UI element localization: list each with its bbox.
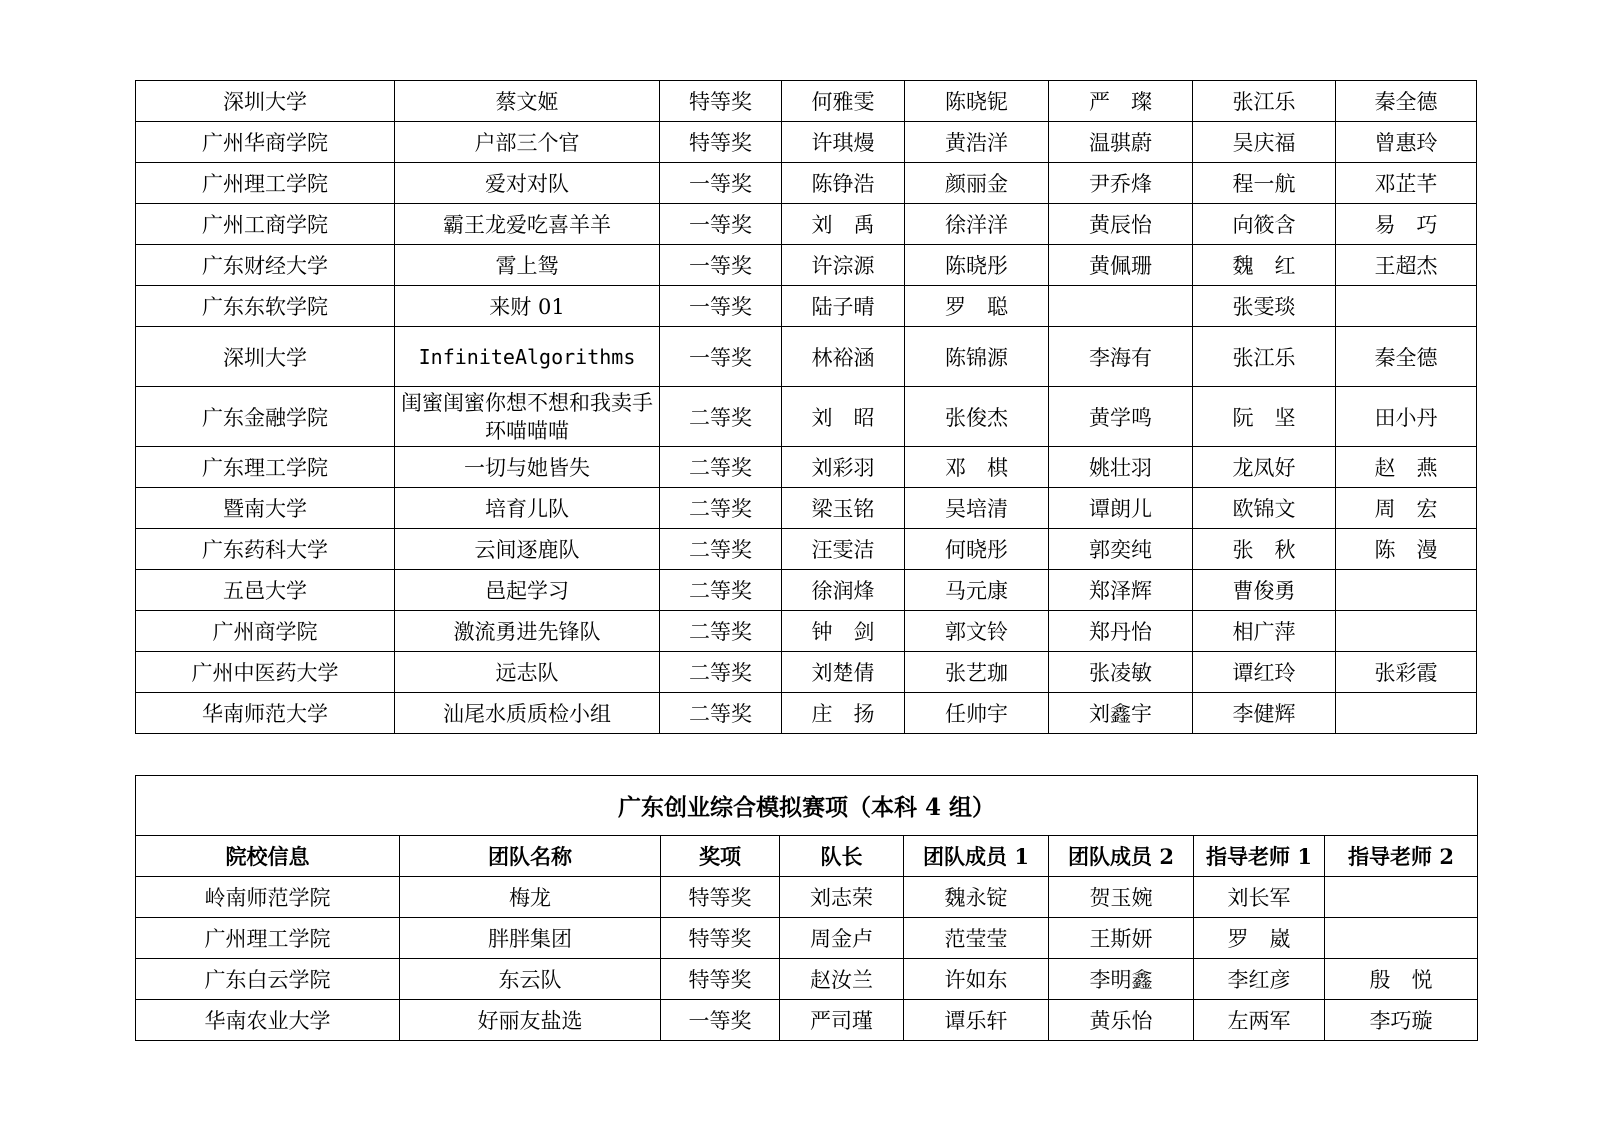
cell-advisor-2: 邓芷芊: [1336, 163, 1477, 204]
cell-member-1: 何晓彤: [905, 529, 1049, 570]
header-advisor-1: 指导老师 1: [1194, 836, 1325, 877]
cell-member-1: 陈晓彤: [905, 245, 1049, 286]
cell-member-1: 黄浩洋: [905, 122, 1049, 163]
table-row: [136, 877, 1478, 918]
cell-captain: 刘楚倩: [782, 652, 905, 693]
cell-member-1: 范莹莹: [904, 918, 1049, 959]
cell-member-1: 徐洋洋: [905, 204, 1049, 245]
cell-advisor-2: 李巧璇: [1325, 1000, 1478, 1041]
cell-captain: 陆子晴: [782, 286, 905, 327]
cell-member-1: 许如东: [904, 959, 1049, 1000]
cell-advisor-1: 曹俊勇: [1193, 570, 1336, 611]
cell-award: 二等奖: [660, 529, 782, 570]
cell-team-name: 云间逐鹿队: [395, 529, 660, 570]
header-team-name: 团队名称: [400, 836, 661, 877]
cell-school: 广州理工学院: [136, 918, 400, 959]
cell-school: 广州商学院: [136, 611, 395, 652]
cell-advisor-2: 张彩霞: [1336, 652, 1477, 693]
cell-member-2: 李明鑫: [1049, 959, 1194, 1000]
cell-captain: 刘 禹: [782, 204, 905, 245]
cell-advisor-2: 易 巧: [1336, 204, 1477, 245]
cell-member-2: 郑泽辉: [1049, 570, 1193, 611]
cell-captain: 徐润烽: [782, 570, 905, 611]
cell-award: 特等奖: [660, 81, 782, 122]
cell-school: 华南农业大学: [136, 1000, 400, 1041]
cell-school: 华南师范大学: [136, 693, 395, 734]
cell-captain: 刘志荣: [780, 877, 904, 918]
cell-school: 广东药科大学: [136, 529, 395, 570]
cell-advisor-1: 谭红玲: [1193, 652, 1336, 693]
cell-advisor-2: 殷 悦: [1325, 959, 1478, 1000]
table-row: [136, 570, 1477, 611]
cell-advisor-2: 王超杰: [1336, 245, 1477, 286]
table-row: [136, 81, 1477, 122]
cell-team-name: 爱对对队: [395, 163, 660, 204]
cell-award: 一等奖: [660, 286, 782, 327]
cell-member-1: 罗 聪: [905, 286, 1049, 327]
cell-advisor-1: 欧锦文: [1193, 488, 1336, 529]
cell-member-1: 邓 棋: [905, 447, 1049, 488]
cell-member-2: 姚壮羽: [1049, 447, 1193, 488]
header-member-1: 团队成员 1: [904, 836, 1049, 877]
header-school: 院校信息: [136, 836, 400, 877]
cell-captain: 何雅雯: [782, 81, 905, 122]
startup-simulation-awards-table: [135, 775, 1478, 1041]
cell-advisor-1: 罗 崴: [1194, 918, 1325, 959]
cell-captain: 钟 剑: [782, 611, 905, 652]
cell-school: 暨南大学: [136, 488, 395, 529]
cell-advisor-1: 张 秋: [1193, 529, 1336, 570]
cell-advisor-2: 曾惠玲: [1336, 122, 1477, 163]
table-row: [136, 652, 1477, 693]
cell-school: 广东白云学院: [136, 959, 400, 1000]
cell-team-name: 来财 01: [395, 286, 660, 327]
table-row: [136, 529, 1477, 570]
cell-captain: 梁玉铭: [782, 488, 905, 529]
cell-member-2: 尹乔烽: [1049, 163, 1193, 204]
cell-team-name: 胖胖集团: [400, 918, 661, 959]
cell-team-name: InfiniteAlgorithms: [395, 327, 660, 387]
cell-school: 广州中医药大学: [136, 652, 395, 693]
cell-member-2: 李海有: [1049, 327, 1193, 387]
cell-advisor-1: 龙凤好: [1193, 447, 1336, 488]
cell-school: 广州华商学院: [136, 122, 395, 163]
cell-member-1: 魏永锭: [904, 877, 1049, 918]
cell-school: 岭南师范学院: [136, 877, 400, 918]
table-row: [136, 122, 1477, 163]
cell-advisor-2: [1336, 611, 1477, 652]
table-title-row: [136, 776, 1478, 836]
cell-advisor-2: [1325, 877, 1478, 918]
cell-member-1: 陈晓铌: [905, 81, 1049, 122]
cell-member-1: 陈锦源: [905, 327, 1049, 387]
cell-member-2: [1049, 286, 1193, 327]
cell-advisor-2: [1336, 693, 1477, 734]
cell-team-name: 培育儿队: [395, 488, 660, 529]
cell-award: 二等奖: [660, 387, 782, 447]
cell-school: 广东金融学院: [136, 387, 395, 447]
cell-school: 五邑大学: [136, 570, 395, 611]
awards-table-body: [136, 81, 1477, 734]
cell-award: 一等奖: [660, 204, 782, 245]
cell-award: 特等奖: [660, 122, 782, 163]
cell-member-1: 任帅宇: [905, 693, 1049, 734]
cell-captain: 刘彩羽: [782, 447, 905, 488]
cell-advisor-2: [1336, 570, 1477, 611]
cell-member-1: 谭乐轩: [904, 1000, 1049, 1041]
cell-award: 特等奖: [661, 877, 780, 918]
cell-member-2: 温骐蔚: [1049, 122, 1193, 163]
cell-captain: 陈铮浩: [782, 163, 905, 204]
cell-advisor-2: 秦全德: [1336, 327, 1477, 387]
cell-member-2: 刘鑫宇: [1049, 693, 1193, 734]
cell-award: 特等奖: [661, 918, 780, 959]
cell-member-2: 郭奕纯: [1049, 529, 1193, 570]
cell-captain: 赵汝兰: [780, 959, 904, 1000]
cell-member-2: 王斯妍: [1049, 918, 1194, 959]
cell-advisor-2: [1325, 918, 1478, 959]
cell-award: 特等奖: [661, 959, 780, 1000]
cell-member-2: 黄佩珊: [1049, 245, 1193, 286]
cell-advisor-2: 秦全德: [1336, 81, 1477, 122]
header-member-2: 团队成员 2: [1049, 836, 1194, 877]
cell-member-2: 郑丹怡: [1049, 611, 1193, 652]
table-row: [136, 204, 1477, 245]
cell-member-1: 马元康: [905, 570, 1049, 611]
cell-advisor-2: 周 宏: [1336, 488, 1477, 529]
cell-team-name: 霸王龙爱吃喜羊羊: [395, 204, 660, 245]
table-row: [136, 286, 1477, 327]
cell-award: 二等奖: [660, 611, 782, 652]
cell-captain: 庄 扬: [782, 693, 905, 734]
cell-advisor-1: 刘长军: [1194, 877, 1325, 918]
cell-award: 一等奖: [660, 245, 782, 286]
table-row: [136, 387, 1477, 447]
cell-member-2: 黄乐怡: [1049, 1000, 1194, 1041]
cell-advisor-1: 李健辉: [1193, 693, 1336, 734]
cell-member-2: 谭朗儿: [1049, 488, 1193, 529]
startup-table-body: [136, 877, 1478, 1041]
cell-member-2: 张凌敏: [1049, 652, 1193, 693]
cell-member-1: 郭文铃: [905, 611, 1049, 652]
cell-member-2: 黄辰怡: [1049, 204, 1193, 245]
cell-member-1: 吴培清: [905, 488, 1049, 529]
cell-advisor-1: 向筱含: [1193, 204, 1336, 245]
cell-team-name: 东云队: [400, 959, 661, 1000]
table-row: [136, 959, 1478, 1000]
cell-member-1: 张俊杰: [905, 387, 1049, 447]
cell-captain: 林裕涵: [782, 327, 905, 387]
cell-advisor-1: 吴庆福: [1193, 122, 1336, 163]
table-row: [136, 693, 1477, 734]
cell-school: 深圳大学: [136, 81, 395, 122]
cell-team-name: 闺蜜闺蜜你想不想和我卖手环喵喵喵: [395, 387, 660, 447]
cell-award: 二等奖: [660, 693, 782, 734]
cell-advisor-1: 程一航: [1193, 163, 1336, 204]
header-advisor-2: 指导老师 2: [1325, 836, 1478, 877]
table-header-row: [136, 836, 1478, 877]
cell-captain: 刘 昭: [782, 387, 905, 447]
table-title: 广东创业综合模拟赛项（本科 4 组）: [136, 776, 1478, 836]
cell-team-name: 霄上鸳: [395, 245, 660, 286]
cell-member-1: 颜丽金: [905, 163, 1049, 204]
cell-advisor-1: 张雯琰: [1193, 286, 1336, 327]
cell-award: 二等奖: [660, 447, 782, 488]
cell-captain: 周金卢: [780, 918, 904, 959]
table-row: [136, 327, 1477, 387]
cell-advisor-1: 魏 红: [1193, 245, 1336, 286]
cell-advisor-1: 李红彦: [1194, 959, 1325, 1000]
cell-award: 二等奖: [660, 652, 782, 693]
cell-school: 广东财经大学: [136, 245, 395, 286]
cell-member-2: 严 璨: [1049, 81, 1193, 122]
cell-captain: 许琪熳: [782, 122, 905, 163]
cell-advisor-1: 阮 坚: [1193, 387, 1336, 447]
cell-award: 一等奖: [661, 1000, 780, 1041]
cell-captain: 严司瑾: [780, 1000, 904, 1041]
table-row: [136, 1000, 1478, 1041]
cell-advisor-2: 陈 漫: [1336, 529, 1477, 570]
cell-award: 一等奖: [660, 327, 782, 387]
awards-table-continued: [135, 80, 1477, 734]
table-row: [136, 163, 1477, 204]
cell-advisor-1: 相广萍: [1193, 611, 1336, 652]
cell-school: 广州理工学院: [136, 163, 395, 204]
cell-advisor-2: 田小丹: [1336, 387, 1477, 447]
table-row: [136, 918, 1478, 959]
cell-advisor-2: 赵 燕: [1336, 447, 1477, 488]
table-row: [136, 488, 1477, 529]
cell-team-name: 汕尾水质质检小组: [395, 693, 660, 734]
cell-team-name: 远志队: [395, 652, 660, 693]
header-award: 奖项: [661, 836, 780, 877]
cell-award: 一等奖: [660, 163, 782, 204]
cell-school: 广东东软学院: [136, 286, 395, 327]
cell-member-2: 贺玉婉: [1049, 877, 1194, 918]
table-row: [136, 611, 1477, 652]
table-row: [136, 447, 1477, 488]
cell-school: 深圳大学: [136, 327, 395, 387]
cell-captain: 汪雯洁: [782, 529, 905, 570]
cell-award: 二等奖: [660, 570, 782, 611]
cell-team-name: 好丽友盐选: [400, 1000, 661, 1041]
cell-team-name: 户部三个官: [395, 122, 660, 163]
cell-advisor-2: [1336, 286, 1477, 327]
cell-member-2: 黄学鸣: [1049, 387, 1193, 447]
cell-team-name: 激流勇进先锋队: [395, 611, 660, 652]
cell-member-1: 张艺珈: [905, 652, 1049, 693]
cell-captain: 许淙源: [782, 245, 905, 286]
cell-school: 广州工商学院: [136, 204, 395, 245]
cell-school: 广东理工学院: [136, 447, 395, 488]
cell-advisor-1: 左两军: [1194, 1000, 1325, 1041]
table-row: [136, 245, 1477, 286]
cell-team-name: 梅龙: [400, 877, 661, 918]
cell-team-name: 一切与她皆失: [395, 447, 660, 488]
cell-advisor-1: 张江乐: [1193, 327, 1336, 387]
cell-team-name: 邑起学习: [395, 570, 660, 611]
cell-advisor-1: 张江乐: [1193, 81, 1336, 122]
header-captain: 队长: [780, 836, 904, 877]
cell-team-name: 蔡文姬: [395, 81, 660, 122]
cell-award: 二等奖: [660, 488, 782, 529]
